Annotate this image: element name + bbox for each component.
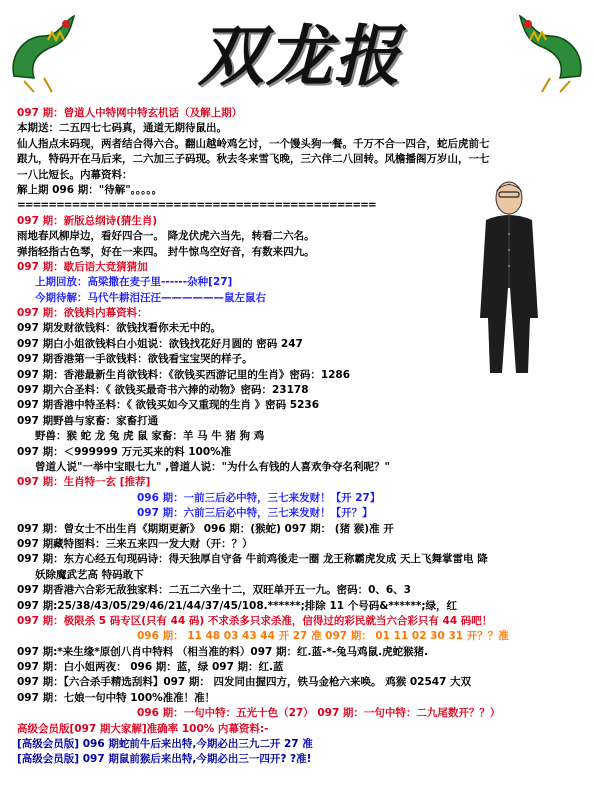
text-line: 097 期藏特图料：三来五来四一发大财（开：？） bbox=[17, 537, 253, 550]
text-line: 跟九，特码开在马后来，二六加三子码现。秋去冬来雪飞晚，三六伴二八回转。风檐播阁万岁山，一七 bbox=[17, 153, 490, 166]
text-line: 097 期：曾女士不出生肖《期期更新》 096 期：(猴蛇) 097 期： (猪 猴)准 开 bbox=[17, 522, 394, 535]
header bbox=[0, 0, 594, 105]
article-body bbox=[17, 106, 582, 768]
dragon-right-icon bbox=[512, 6, 590, 94]
text-line: 097 期香港六合彩无敌独家料：二五二六坐十二，双旺单开五一九。密码：0、6、3 bbox=[17, 584, 411, 597]
text-line: 高级会员版[097 期大家解]准确率 100% 内幕资料:- bbox=[17, 722, 269, 735]
text-line: 上期回放：高梁撒在麦子里------杂种[27] bbox=[35, 276, 233, 289]
text-line: 097 期野兽与家畜：家畜打通 bbox=[17, 414, 159, 427]
text-line: 097 期:*来生缘*原创八肖中特料 （相当准的料）097 期：红.蓝-*-兔马鸡鼠.虎蛇猴猪. bbox=[17, 645, 429, 658]
text-line: 097 期六合圣料：《 欲钱买最奇书六捧的动物》密码：23178 bbox=[17, 384, 309, 397]
text-line: 097 期香港第一手欲钱料：欲钱看宝宝哭的样子。 bbox=[17, 353, 253, 366]
text-line: 妖除魔武艺高 特码敢下 bbox=[35, 568, 144, 581]
text-line: 097 期香港中特圣料：《 欲钱买如今又重现的生肖 》密码 5236 bbox=[17, 399, 320, 412]
text-line: 096 期：一句中特：五光十色（27） 097 期：一句中特：二九尾数开？？） bbox=[137, 707, 501, 720]
dragon-left-icon bbox=[4, 6, 82, 94]
text-line: 097 期：【六合杀手精选刮料】097 期： 四发同由握四方，铁马金枪六来唤。 鸡猴 02547 大双 bbox=[17, 676, 472, 689]
text-line: 本期送：二五四七七码真，通道无期待鼠出。 bbox=[17, 122, 227, 135]
text-line: 弹指轻指古色琴，好在一来四。 封牛惊鸟空好音，有数来四九。 bbox=[17, 245, 315, 258]
text-line: 097 期：七娘一句中特 100%准准！准！ bbox=[17, 691, 216, 704]
text-line: 097 期：歇后语大竞猜猜加 bbox=[17, 260, 148, 273]
text-line: 096 期： 11 48 03 43 44 开 27 准 097 期： 01 11 02 30 31 开？？准 bbox=[137, 630, 509, 643]
text-line: 096 期：一前三后必中特，三七来发财！【开 27】 bbox=[137, 491, 381, 504]
text-line: 097 期：白小姐两夜： 096 期：蓝，绿 097 期：红.蓝 bbox=[17, 661, 284, 674]
text-line: 097 期：香港最新生肖欲钱料：《欲钱买西游记里的生肖》密码：1286 bbox=[17, 368, 351, 381]
text-line: 097 期：极限杀 5 码专区(只有 44 码) 不求杀多只求杀准，信得过的彩民就当六合彩只有 44 码吧！ bbox=[17, 614, 493, 627]
text-line: 曾道人说"一举中宝眼七九" ,曾道人说："为什么有钱的人喜欢争夺名利呢？" bbox=[35, 460, 391, 473]
text-line: 097 期：曾道人中特网中特玄机话（及解上期） bbox=[17, 107, 243, 119]
text-line: [高级会员版] 096 期蛇前牛后来出特,今期必出三九二开 27 准 bbox=[17, 738, 313, 751]
text-line: 097 期:25/38/43/05/29/46/21/44/37/45/108.******;排除 11 个号码&******;绿，红 bbox=[17, 599, 458, 612]
text-line: 097 期：东方心经五句现码诗：得天独厚自守备 牛前鸡後走一圈 龙王称霸虎发成 天上飞舞掌雷电 降 bbox=[17, 553, 488, 566]
text-line: 今期待解：马代牛耕泪汪汪——————鼠左鼠右 bbox=[35, 291, 266, 304]
text-line: 雨地春风柳岸边，看好四合一。 降龙伏虎六当先，转看二六名。 bbox=[17, 230, 315, 243]
text-line: 097 期：生肖特一玄 [推荐] bbox=[17, 476, 151, 489]
text-line: 097 期：＜999999 万元买来的料 100%准 bbox=[17, 445, 232, 458]
text-line: [高级会员版] 097 期鼠前猴后来出特,今期必出三一四开? ?准! bbox=[17, 753, 312, 766]
text-line: 097 期白小姐欲钱料白小姐说：欲钱找花好月圆的 密码 247 bbox=[17, 337, 303, 350]
text-line: 仙人指点未码现，两者结合得六合。翻山越岭鸡乞讨，一个馒头狗一餐。千万不合一四合，蛇后虎前七 bbox=[17, 137, 490, 150]
text-line: 097 期发财欲钱料：欲钱找看你未无中的。 bbox=[17, 322, 222, 335]
text-line: ============================================== bbox=[17, 199, 376, 212]
text-line: 097 期：欲钱料内幕资料： bbox=[17, 307, 148, 320]
text-line: 解上期 096 期："待解"。。。。。 bbox=[17, 183, 163, 196]
page-title: 双龙报 bbox=[198, 17, 402, 95]
text-line: 097 期：新版总纲诗(猜生肖) bbox=[17, 214, 158, 227]
text-line: 097 期：六前三后必中特，三七来发财！【开？】 bbox=[137, 507, 373, 520]
text-line: 一八比短长。内幕资料： bbox=[17, 168, 133, 181]
text-line: 野兽：猴 蛇 龙 兔 虎 鼠 家畜：羊 马 牛 猪 狗 鸡 bbox=[35, 430, 265, 443]
